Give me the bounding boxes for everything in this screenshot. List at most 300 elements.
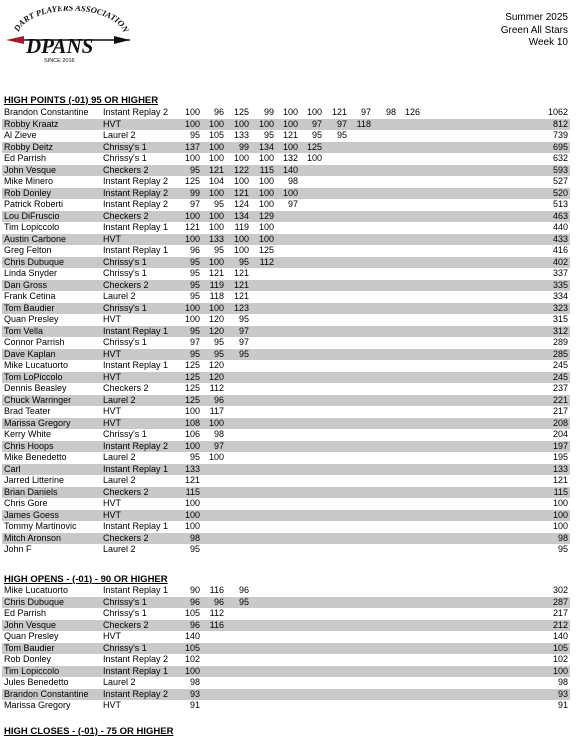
player-name: Connor Parrish [4,337,65,347]
team-name: Chrissy's 1 [103,268,147,278]
player-name: Linda Snyder [4,268,58,278]
score-cell: 129 [258,210,274,221]
total-cell: 217 [552,608,568,618]
score-cell: 97 [336,118,347,129]
total-cell: 440 [552,222,568,232]
score-cell: 116 [209,619,224,630]
score-cell: 100 [282,107,298,117]
table-row [2,487,570,499]
score-cell: 104 [208,176,224,186]
table-row [2,234,570,246]
score-cell: 100 [184,118,200,129]
table-row [2,631,570,643]
total-cell: 337 [552,268,568,278]
score-cell: 137 [184,141,200,152]
team-name: Chrissy's 1 [103,141,147,152]
table-row [2,689,570,701]
score-cell: 121 [184,222,200,232]
team-name: HVT [103,371,121,382]
score-cell: 96 [213,394,224,405]
score-cell: 100 [208,153,224,163]
team-name: HVT [103,314,121,324]
player-name: Dennis Beasley [4,383,67,393]
score-cell: 95 [213,199,224,209]
score-cell: 100 [208,256,224,267]
table-row [2,222,570,234]
player-name: Chris Hoops [4,440,54,451]
total-cell: 416 [552,245,568,255]
score-cell: 100 [282,141,298,152]
score-cell: 112 [259,256,274,267]
score-cell: 98 [213,429,224,439]
team-name: Checkers 2 [103,210,149,221]
total-cell: 739 [552,130,568,140]
score-cell: 118 [209,291,224,301]
total-cell: 433 [552,233,568,244]
total-cell: 1062 [547,107,568,117]
total-cell: 212 [552,619,568,630]
total-cell: 593 [552,164,568,175]
score-cell: 96 [189,245,200,255]
total-cell: 520 [552,187,568,198]
score-cell: 99 [189,187,200,198]
score-cell: 100 [208,302,224,313]
score-cell: 100 [282,187,298,198]
table-row [2,326,570,338]
score-cell: 100 [184,498,200,508]
total-cell: 334 [552,291,568,301]
team-name: HVT [103,233,121,244]
table-row [2,360,570,372]
score-cell: 120 [208,371,224,382]
player-name: Chris Dubuque [4,596,65,607]
team-name: HVT [103,417,121,428]
total-cell: 91 [557,700,568,710]
score-cell: 123 [233,302,249,313]
table-row [2,429,570,441]
score-cell: 115 [259,164,274,175]
player-name: Jules Benedetto [4,677,69,687]
total-cell: 105 [552,642,568,653]
score-cell: 126 [404,107,420,117]
score-cell: 96 [238,585,249,595]
score-cell: 96 [189,619,200,630]
table-row [2,268,570,280]
table-row [2,291,570,303]
table-row [2,153,570,165]
score-cell: 95 [311,130,322,140]
table-row [2,452,570,464]
score-cell: 98 [189,677,200,687]
score-cell: 95 [189,268,200,278]
high-points-table [2,107,570,556]
score-cell: 99 [238,141,249,152]
table-row [2,597,570,609]
team-name: Laurel 2 [103,130,136,140]
score-cell: 97 [238,337,249,347]
team-name: HVT [103,406,121,416]
table-row [2,677,570,689]
score-cell: 121 [233,291,249,301]
player-name: Mike Minero [4,176,54,186]
score-cell: 105 [184,642,200,653]
player-name: Brad Teater [4,406,51,416]
total-cell: 312 [552,325,568,336]
table-row [2,199,570,211]
score-cell: 97 [311,118,322,129]
score-cell: 100 [258,187,274,198]
score-cell: 125 [306,141,322,152]
total-cell: 121 [552,475,568,485]
table-row [2,585,570,597]
table-row [2,349,570,361]
score-cell: 91 [189,700,200,710]
player-name: Mike Lucatuorto [4,585,69,595]
score-cell: 112 [209,608,224,618]
score-cell: 100 [233,245,249,255]
total-cell: 335 [552,279,568,290]
player-name: Marissa Gregory [4,700,71,710]
table-row [2,498,570,510]
high-closes-title: HIGH CLOSES - (-01) - 75 OR HIGHER [4,726,174,737]
team-name: Instant Replay 1 [103,585,169,595]
score-cell: 120 [208,360,224,370]
score-cell: 125 [184,394,200,405]
team-name: Laurel 2 [103,677,136,687]
score-cell: 125 [184,383,200,393]
score-cell: 105 [208,130,224,140]
table-row [2,700,570,712]
score-cell: 96 [213,596,224,607]
logo-arc-text: DART PLAYERS ASSOCIATION [11,6,132,34]
total-cell: 513 [552,199,568,209]
score-cell: 100 [184,665,200,676]
table-row [2,245,570,257]
logo-main-text: DPANS [26,34,94,58]
player-name: Robby Deitz [4,141,54,152]
table-row [2,510,570,522]
score-cell: 95 [189,130,200,140]
team-name: Chrissy's 1 [103,429,147,439]
score-cell: 95 [263,130,274,140]
table-row [2,188,570,200]
score-cell: 100 [233,233,249,244]
total-cell: 93 [557,688,568,699]
score-cell: 95 [189,325,200,336]
team-name: Checkers 2 [103,279,149,290]
dpans-logo [4,6,132,64]
score-cell: 134 [258,141,274,152]
player-name: Al Zieve [4,130,37,140]
team-name: Checkers 2 [103,619,149,630]
score-cell: 100 [258,222,274,232]
team-name: Checkers 2 [103,383,149,393]
player-name: Patrick Roberti [4,199,64,209]
score-cell: 95 [238,256,249,267]
table-row [2,280,570,292]
team-name: HVT [103,509,121,520]
total-cell: 115 [553,486,568,497]
team-name: Instant Replay 2 [103,107,169,117]
score-cell: 124 [233,199,249,209]
score-cell: 95 [213,348,224,359]
score-cell: 95 [189,164,200,175]
table-row [2,130,570,142]
score-cell: 102 [184,654,200,664]
score-cell: 95 [238,348,249,359]
total-cell: 100 [552,521,568,531]
score-cell: 133 [233,130,249,140]
score-cell: 112 [209,383,224,393]
score-cell: 98 [385,107,396,117]
total-cell: 527 [552,176,568,186]
score-cell: 100 [208,417,224,428]
team-name: Instant Replay 1 [103,360,169,370]
table-row [2,119,570,131]
team-name: HVT [103,348,121,359]
table-row [2,620,570,632]
score-cell: 100 [184,210,200,221]
score-cell: 100 [258,176,274,186]
score-cell: 97 [189,199,200,209]
team-name: Instant Replay 1 [103,325,169,336]
score-cell: 125 [184,176,200,186]
score-cell: 100 [184,302,200,313]
score-cell: 116 [209,585,224,595]
high-opens-title: HIGH OPENS - (-01) - 90 OR HIGHER [4,574,168,585]
total-cell: 285 [552,348,568,359]
player-name: Brandon Constantine [4,688,89,699]
team-name: HVT [103,631,121,641]
player-name: James Goess [4,509,60,520]
score-cell: 100 [208,452,224,462]
table-row [2,544,570,556]
score-cell: 95 [189,452,200,462]
player-name: John Vesque [4,619,57,630]
score-cell: 95 [189,256,200,267]
player-name: Quan Presley [4,631,59,641]
score-cell: 106 [184,429,200,439]
total-cell: 197 [552,440,568,451]
player-name: Mike Benedetto [4,452,67,462]
player-name: Marissa Gregory [4,417,71,428]
player-name: Tim Lopiccolo [4,222,60,232]
player-name: Brian Daniels [4,486,58,497]
table-row [2,211,570,223]
score-cell: 121 [233,279,249,290]
score-cell: 100 [184,153,200,163]
score-cell: 125 [184,371,200,382]
score-cell: 100 [184,233,200,244]
score-cell: 90 [189,585,200,595]
score-cell: 95 [238,596,249,607]
total-cell: 302 [552,585,568,595]
week-label: Week 10 [528,37,568,48]
team-name: Instant Replay 1 [103,245,169,255]
total-cell: 98 [557,532,568,543]
total-cell: 463 [552,210,568,221]
total-cell: 98 [557,677,568,687]
score-cell: 98 [287,176,298,186]
player-name: Rob Donley [4,187,52,198]
score-cell: 121 [208,164,224,175]
total-cell: 208 [552,417,568,428]
total-cell: 315 [552,314,568,324]
table-row [2,337,570,349]
team-name: Checkers 2 [103,164,149,175]
total-cell: 100 [552,665,568,676]
score-cell: 97 [213,440,224,451]
score-cell: 100 [306,153,322,163]
total-cell: 812 [552,118,568,129]
team-name: Laurel 2 [103,544,136,554]
score-cell: 100 [258,199,274,209]
team-name: HVT [103,700,121,710]
team-name: Chrissy's 1 [103,302,147,313]
score-cell: 100 [258,153,274,163]
player-name: Tommy Martinovic [4,521,77,531]
total-cell: 289 [552,337,568,347]
total-cell: 217 [552,406,568,416]
player-name: Austin Carbone [4,233,67,244]
team-name: Instant Replay 2 [103,187,169,198]
table-row [2,418,570,430]
score-cell: 96 [189,596,200,607]
score-cell: 100 [208,187,224,198]
score-cell: 95 [189,279,200,290]
player-name: Frank Cetina [4,291,56,301]
score-cell: 100 [258,233,274,244]
score-cell: 121 [184,475,200,485]
player-name: Dan Gross [4,279,48,290]
total-cell: 245 [552,371,568,382]
season-label: Summer 2025 [505,12,568,23]
score-cell: 95 [189,544,200,554]
score-cell: 140 [184,631,200,641]
player-name: Chris Dubuque [4,256,65,267]
player-name: Mitch Aronson [4,532,62,543]
table-row [2,608,570,620]
score-cell: 95 [189,348,200,359]
score-cell: 99 [263,107,274,117]
score-cell: 125 [184,360,200,370]
score-cell: 119 [209,279,224,290]
score-cell: 95 [336,130,347,140]
score-cell: 100 [233,153,249,163]
team-name: Chrissy's 1 [103,153,147,163]
score-cell: 100 [233,176,249,186]
total-cell: 133 [552,463,568,474]
player-name: Lou DiFruscio [4,210,60,221]
total-cell: 95 [557,544,568,554]
player-name: Robby Kraatz [4,118,59,129]
team-name: Checkers 2 [103,532,149,543]
table-row [2,666,570,678]
score-cell: 100 [208,210,224,221]
score-cell: 97 [360,107,371,117]
team-name: Laurel 2 [103,394,136,405]
score-cell: 100 [208,118,224,129]
team-name: Laurel 2 [103,475,136,485]
table-row [2,643,570,655]
table-row [2,464,570,476]
player-name: Tom LoPiccolo [4,371,63,382]
team-name: Instant Replay 2 [103,688,169,699]
score-cell: 117 [209,406,224,416]
team-name: Instant Replay 1 [103,463,169,474]
team-name: Chrissy's 1 [103,642,147,653]
total-cell: 204 [552,429,568,439]
team-name: Instant Replay 2 [103,199,169,209]
team-name: Instant Replay 2 [103,176,169,186]
table-row [2,521,570,533]
player-name: Ed Parrish [4,153,47,163]
score-cell: 140 [282,164,298,175]
score-cell: 115 [185,486,200,497]
score-cell: 125 [258,245,274,255]
player-name: Tim Lopiccolo [4,665,60,676]
score-cell: 121 [282,130,298,140]
score-cell: 121 [331,107,347,117]
score-cell: 95 [213,245,224,255]
player-name: Chris Gore [4,498,48,508]
table-row [2,107,570,119]
score-cell: 125 [233,107,249,117]
team-name: Instant Replay 2 [103,654,169,664]
header-info [501,12,568,50]
total-cell: 632 [552,153,568,163]
score-cell: 100 [184,406,200,416]
score-cell: 133 [184,463,200,474]
score-cell: 95 [213,337,224,347]
team-name: Laurel 2 [103,452,136,462]
player-name: Brandon Constantine [4,107,89,117]
score-cell: 98 [189,532,200,543]
high-points-title: HIGH POINTS (-01) 95 OR HIGHER [4,95,159,106]
score-cell: 100 [184,107,200,117]
table-row [2,303,570,315]
score-cell: 108 [184,417,200,428]
score-cell: 118 [356,118,371,129]
player-name: Kerry White [4,429,52,439]
table-row [2,176,570,188]
score-cell: 100 [184,440,200,451]
score-cell: 97 [189,337,200,347]
player-name: Chuck Warringer [4,394,72,405]
score-cell: 121 [233,187,249,198]
total-cell: 695 [552,141,568,152]
team-name: Instant Replay 2 [103,440,169,451]
player-name: Rob Donley [4,654,52,664]
total-cell: 140 [552,631,568,641]
score-cell: 100 [184,521,200,531]
score-cell: 105 [184,608,200,618]
score-cell: 132 [282,153,298,163]
score-cell: 93 [189,688,200,699]
table-row [2,383,570,395]
table-row [2,654,570,666]
team-name: HVT [103,118,121,129]
table-row [2,395,570,407]
score-cell: 122 [233,164,249,175]
player-name: Ed Parrish [4,608,47,618]
table-row [2,533,570,545]
score-cell: 100 [184,314,200,324]
score-cell: 100 [258,118,274,129]
player-name: Tom Vella [4,325,44,336]
player-name: Tom Baudier [4,642,55,653]
table-row [2,165,570,177]
